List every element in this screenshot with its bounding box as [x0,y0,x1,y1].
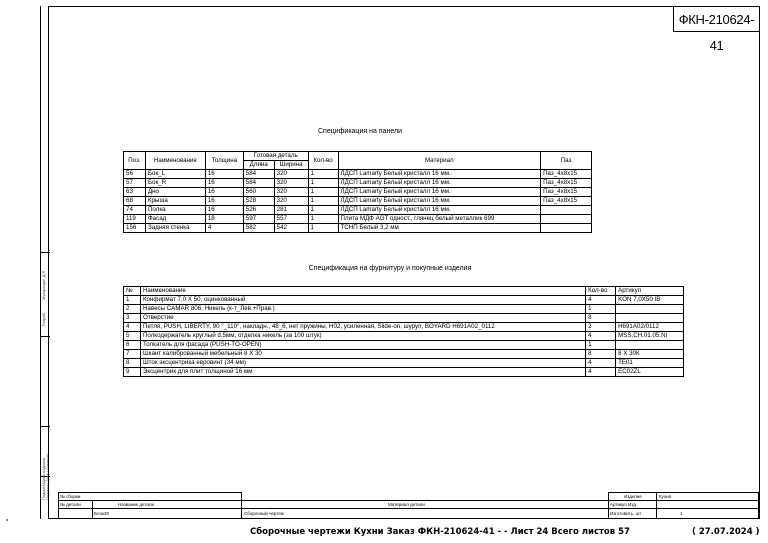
hw-cell-qty: 8 [586,314,616,323]
panel-cell-groove [541,215,592,224]
side-label-2: Подпись/ Дата / Отметки [45,454,50,500]
panel-cell-thickness: 16 [205,188,243,197]
hw-cell-article [616,314,684,323]
panel-cell-pos: 57 [124,179,146,188]
panel-cell-groove [541,206,592,215]
panel-cell-width: 281 [274,206,308,215]
hw-cell-num: 1 [124,296,141,305]
hw-cell-qty: 4 [586,359,616,368]
panel-row [124,206,592,215]
panel-row [124,197,592,206]
hw-cell-num: 5 [124,332,141,341]
hw-cell-qty: 8 [586,350,616,359]
panel-cell-name: Дно [145,188,205,197]
hw-cell-name: Шток эксцентрика евровинт (34 мм) [140,359,585,368]
side-label-1: Подпись/Дата подписи [41,457,46,500]
panel-cell-length: 560 [243,188,274,197]
panel-cell-width: 320 [274,188,308,197]
panel-cell-qty: 1 [308,179,338,188]
panel-cell-thickness: 18 [205,215,243,224]
panel-cell-pos: 68 [124,197,146,206]
hw-cell-article: H691A02/0112 [616,323,684,332]
hw-header-name: Наименование [140,287,585,296]
item-value: Кухня [659,494,672,499]
hardware-row [124,359,684,368]
panel-cell-name: Бок_R [145,179,205,188]
made-label: Изготовить, шт [610,511,642,516]
panel-cell-thickness: 16 [205,179,243,188]
author-name: Мухарыцин Д.Р. [41,270,46,300]
footer-date: ( 27.07.2024 ) [692,527,760,537]
hw-cell-article [616,305,684,314]
hw-cell-num: 9 [124,368,141,377]
hw-cell-num: 7 [124,350,141,359]
hw-cell-name: Отверстие [140,314,585,323]
panel-spec-table [123,151,592,233]
hw-cell-num: 4 [124,323,141,332]
hardware-row [124,368,684,377]
block-name: Блок20 [94,511,110,516]
hw-cell-num: 8 [124,359,141,368]
panel-row [124,179,592,188]
hw-cell-article: MSS.CH.01.05.NI [616,332,684,341]
hw-cell-article: EC02ZL [616,368,684,377]
hw-cell-qty: 4 [586,368,616,377]
panel-cell-material: ТСНП Белый 3,2 мм [338,224,541,233]
panel-cell-pos: 119 [124,215,146,224]
panel-row [124,170,592,179]
panel-cell-material: ЛДСП Lamarty Белый кристалл 16 мм. [338,170,541,179]
panel-cell-pos: 56 [124,170,146,179]
title-block [58,492,758,519]
panel-cell-pos: 156 [124,224,146,233]
hw-cell-article [616,341,684,350]
hw-cell-num: 6 [124,341,141,350]
panel-cell-qty: 1 [308,170,338,179]
drawing-type: Сборочный чертеж [244,511,284,516]
hw-header-article: Артикул [616,287,684,296]
panel-spec-title: Спецификация на панели [318,128,402,135]
panel-cell-qty: 1 [308,206,338,215]
panel-cell-name: Задняя стенка [145,224,205,233]
hw-cell-qty: 4 [586,296,616,305]
hw-header-num: № [124,287,141,296]
header-name: Наименование [145,152,205,170]
detail-no-label: № детали [60,502,81,507]
drawing-frame [48,6,760,519]
panel-cell-groove [541,224,592,233]
header-pos: Поз. [124,152,146,170]
detail-material-label: Материал детали [388,502,425,507]
hardware-spec-table [123,286,684,377]
panel-cell-qty: 1 [308,188,338,197]
hw-cell-name: Навесы CAMAR 806, Никель (к-т_Лев.+Прав.) [140,305,585,314]
panel-cell-name: Бок_L [145,170,205,179]
header-material: Материал [338,152,541,170]
panel-cell-qty: 1 [308,224,338,233]
panel-header-row [124,152,592,161]
panel-cell-thickness: 4 [205,224,243,233]
hw-cell-name: Шкант калиброванный мебельный 8 Х 30 [140,350,585,359]
hardware-row [124,332,684,341]
hw-cell-qty: 1 [586,305,616,314]
panel-cell-pos: 74 [124,206,146,215]
author-label: Разраб. [41,311,46,326]
panel-cell-name: Крыша [145,197,205,206]
panel-cell-material: ЛДСП Lamarty Белый кристалл 16 мм. [338,188,541,197]
panel-cell-groove: Паз_4х8х15 [541,179,592,188]
panel-cell-length: 584 [243,179,274,188]
panel-cell-material: ЛДСП Lamarty Белый кристалл 16 мм. [338,179,541,188]
panel-cell-thickness: 16 [205,170,243,179]
hw-cell-name: Толкатель для фасада (PUSH-TO-OPEN) [140,341,585,350]
panel-cell-width: 557 [274,215,308,224]
hw-cell-name: Полкодержатель круглый d.5мм, отделка никель (за 100 штук) [140,332,585,341]
panel-cell-width: 542 [274,224,308,233]
scan-dot [6,519,8,521]
panel-cell-width: 320 [274,170,308,179]
hw-cell-num: 2 [124,305,141,314]
panel-cell-material: Плита МДФ AGT одност., глянец белый металлик 699 [338,215,541,224]
panel-cell-length: 597 [243,215,274,224]
panel-cell-width: 320 [274,179,308,188]
hw-cell-name: Петля, PUSH, LIBERTY, 90 °_110°, накладн., 48_6, нет пружины, Н02, усиленная, Slide-on, шуруп, BOYARD H691A02_0112 [140,323,585,332]
hw-cell-qty: 2 [586,323,616,332]
header-length: Длина [243,161,274,170]
panel-cell-groove: Паз_4х8х15 [541,170,592,179]
hw-header-qty: Кол-во [586,287,616,296]
hardware-row [124,341,684,350]
hardware-row [124,314,684,323]
detail-name-label: Название детали [118,502,154,507]
hardware-spec-title: Спецификация на фурнитуру и покупные изделия [308,265,472,272]
panel-cell-thickness: 16 [205,206,243,215]
panel-cell-thickness: 16 [205,197,243,206]
made-value: 1 [680,511,683,516]
panel-cell-material: ЛДСП Lamarty Белый кристалл 16 мм. [338,197,541,206]
panel-cell-material: ЛДСП Lamarty Белый кристалл 16 мм. [338,206,541,215]
article-label: Артикул Изд. [610,502,638,507]
assembly-no-label: № сборки [60,494,81,499]
hw-cell-article: TE01 [616,359,684,368]
hw-cell-qty: 4 [586,332,616,341]
panel-cell-length: 584 [243,170,274,179]
header-qty: Кол-во [308,152,338,170]
hardware-row [124,296,684,305]
panel-row [124,215,592,224]
hw-cell-num: 3 [124,314,141,323]
panel-cell-name: Фасад [145,215,205,224]
hw-cell-article: KON 7,0X50 IB [616,296,684,305]
panel-cell-qty: 1 [308,215,338,224]
header-groove: Паз [541,152,592,170]
panel-cell-length: 526 [243,206,274,215]
footer-sheet-info: Сборочные чертежи Кухни Заказ ФКН-210624-41 - - Лист 24 Всего листов 57 [250,527,630,537]
header-width: Ширина [274,161,308,170]
hardware-spec-body [124,296,684,377]
panel-cell-groove: Паз_4х8х15 [541,188,592,197]
header-thickness: Толщина [205,152,243,170]
panel-cell-length: 582 [243,224,274,233]
panel-row [124,224,592,233]
hardware-row [124,350,684,359]
document-code: ФКН-210624-41 [673,6,760,32]
panel-cell-pos: 63 [124,188,146,197]
hardware-header-row [124,287,684,296]
hw-cell-name: Эксцентрик для плит толщиной 16 мм [140,368,585,377]
panel-cell-groove: Паз_4х8х15 [541,197,592,206]
panel-cell-qty: 1 [308,197,338,206]
panel-cell-length: 528 [243,197,274,206]
panel-row [124,188,592,197]
panel-cell-name: Полка [145,206,205,215]
hw-cell-qty: 1 [586,341,616,350]
hw-cell-name: Конфирмат 7,0 Х 50, оцинкованный [140,296,585,305]
header-finished: Готовая деталь [243,152,308,161]
hardware-row [124,305,684,314]
hardware-row [124,323,684,332]
panel-spec-body [124,170,592,233]
item-label: Изделие [624,494,642,499]
panel-cell-width: 320 [274,197,308,206]
hw-cell-article: 8 Х 30К [616,350,684,359]
